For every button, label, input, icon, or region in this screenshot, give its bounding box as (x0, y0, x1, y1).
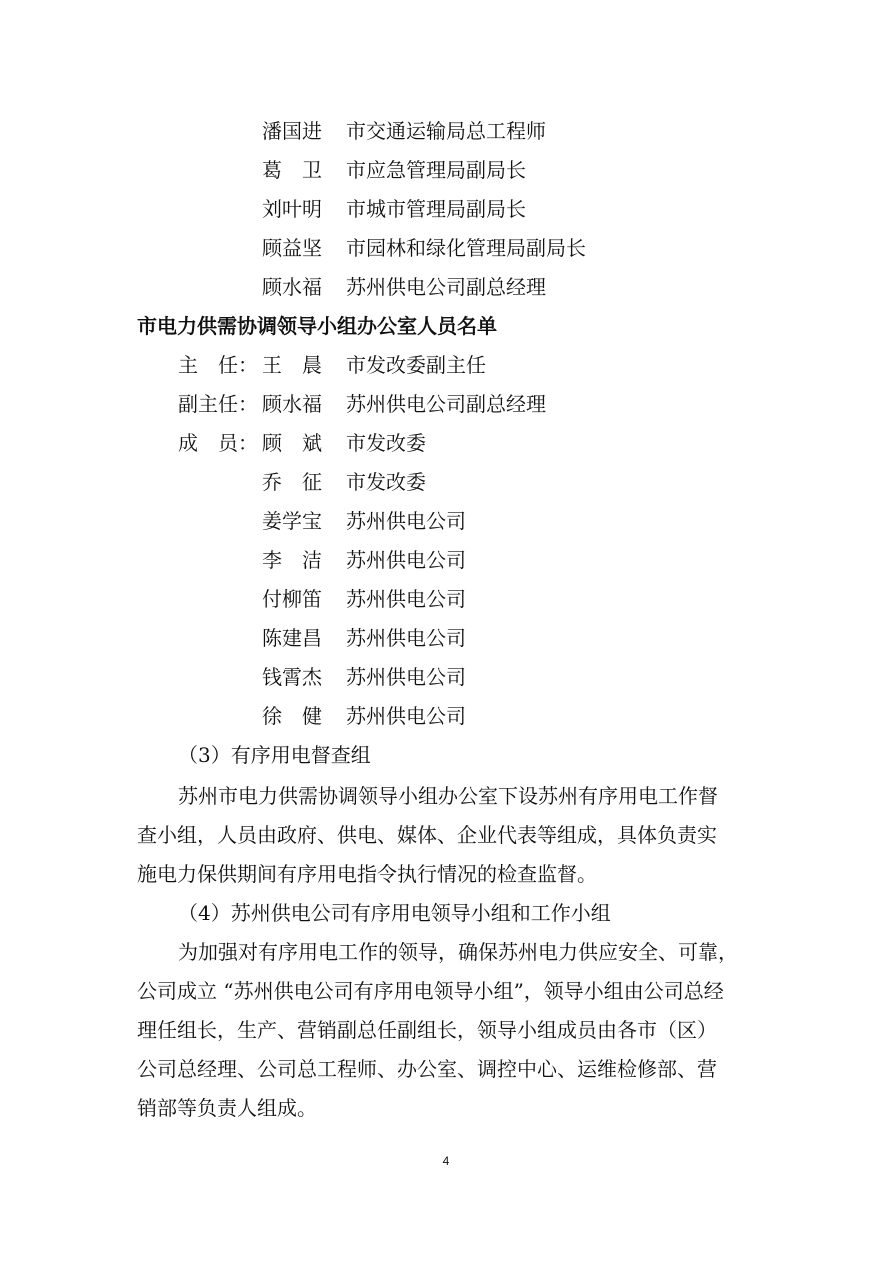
member-name: 钱霄杰 (262, 665, 322, 689)
member-role: 市交通运输局总工程师 (346, 119, 546, 143)
director-name: 王 晨 (262, 353, 322, 377)
member-name: 徐 健 (262, 704, 322, 728)
member-name: 乔 征 (262, 470, 322, 494)
section4-title: （4）苏州供电公司有序用电领导小组和工作小组 (178, 901, 611, 925)
page-number: 4 (442, 1154, 450, 1168)
section3-line: 施电力保供期间有序用电指令执行情况的检查监督。 (137, 862, 597, 886)
member-role: 苏州供电公司 (346, 509, 466, 533)
deputy-label: 副主任： (178, 392, 258, 416)
members-label: 成 员： (178, 431, 258, 455)
deputy-name: 顾水福 (262, 392, 322, 416)
section4-line: 销部等负责人组成。 (137, 1096, 317, 1120)
member-role: 苏州供电公司 (346, 704, 466, 728)
director-label: 主 任： (178, 353, 258, 377)
member-role: 苏州供电公司 (346, 587, 466, 611)
member-name: 顾水福 (262, 275, 322, 299)
section4-line: 公司总经理、公司总工程师、办公室、调控中心、运维检修部、营 (137, 1057, 717, 1081)
section4-line: 为加强对有序用电工作的领导，确保苏州电力供应安全、可靠， (178, 940, 738, 964)
member-name: 付柳笛 (262, 587, 322, 611)
section4-line: 公司成立 “苏州供电公司有序用电领导小组”，领导小组由公司总经 (137, 979, 724, 1003)
member-name: 顾益坚 (262, 236, 322, 260)
member-role: 苏州供电公司 (346, 665, 466, 689)
member-role: 市发改委 (346, 431, 426, 455)
member-role: 苏州供电公司副总经理 (346, 275, 546, 299)
member-name: 刘叶明 (262, 197, 322, 221)
member-name: 陈建昌 (262, 626, 322, 650)
member-role: 市园林和绿化管理局副局长 (346, 236, 586, 260)
member-role: 市发改委 (346, 470, 426, 494)
section3-line: 查小组，人员由政府、供电、媒体、企业代表等组成，具体负责实 (137, 823, 717, 847)
member-name: 葛 卫 (262, 158, 322, 182)
section3-line: 苏州市电力供需协调领导小组办公室下设苏州有序用电工作督 (178, 784, 718, 808)
member-name: 潘国进 (262, 119, 322, 143)
deputy-role: 苏州供电公司副总经理 (346, 392, 546, 416)
member-name: 姜学宝 (262, 509, 322, 533)
member-name: 顾 斌 (262, 431, 322, 455)
member-role: 市应急管理局副局长 (346, 158, 526, 182)
office-heading: 市电力供需协调领导小组办公室人员名单 (137, 314, 497, 338)
member-role: 市城市管理局副局长 (346, 197, 526, 221)
member-role: 苏州供电公司 (346, 626, 466, 650)
member-role: 苏州供电公司 (346, 548, 466, 572)
director-role: 市发改委副主任 (346, 353, 486, 377)
section3-title: （3）有序用电督查组 (178, 743, 371, 767)
member-name: 李 洁 (262, 548, 322, 572)
section4-line: 理任组长，生产、营销副总任副组长，领导小组成员由各市（区） (137, 1018, 717, 1042)
